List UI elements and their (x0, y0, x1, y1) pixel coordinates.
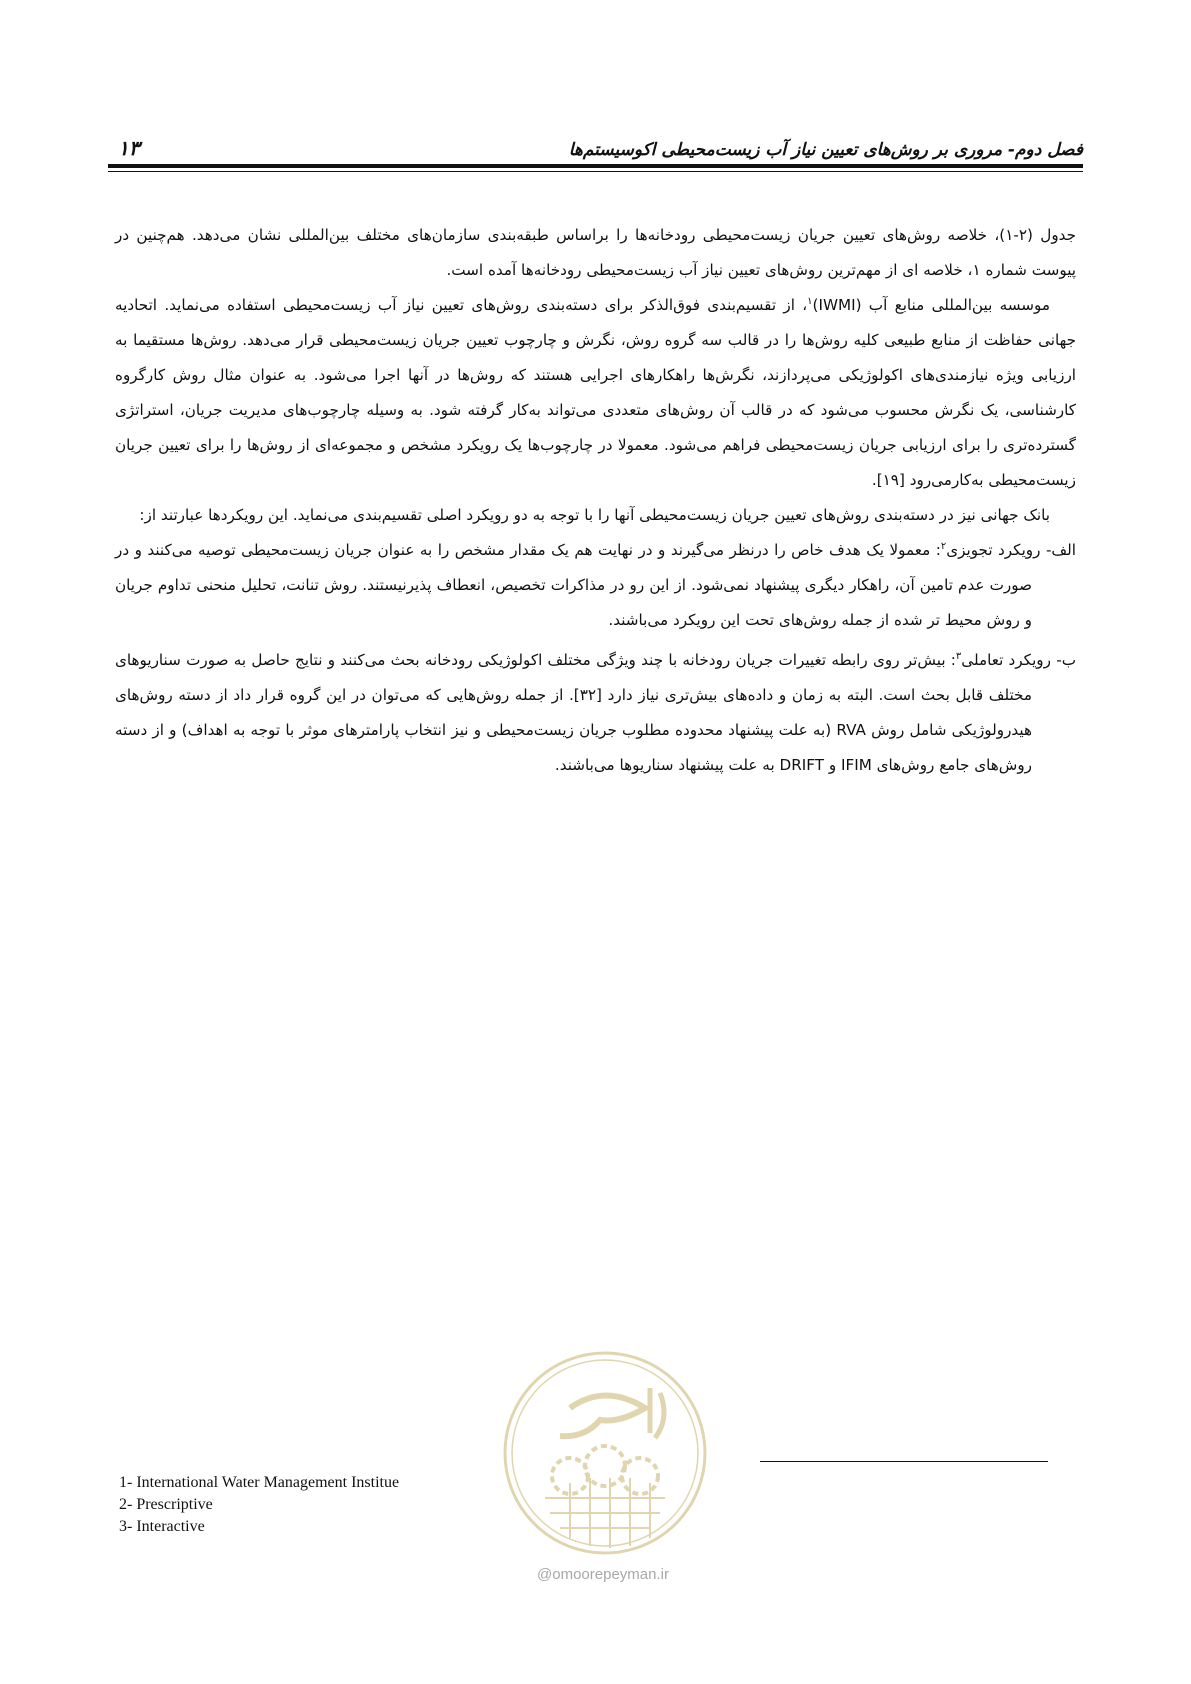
body-text (115, 218, 1076, 783)
footnote-ref-3: ۳ (955, 650, 962, 662)
footnote-2: 2- Prescriptive (119, 1496, 213, 1513)
paragraph-iwmi: موسسه بین‌المللی منابع آب (IWMI)$^۱$، از تقسیم‌بندی فوق‌الذکر برای دسته‌بندی روش‌های تعیین نیاز آب زیست‌محیطی استفاده می‌نماید. اتحادیه جهانی حفاظت از منابع طبیعی کلیه روش‌ها را در قالب سه گروه روش، نگرش و چارچوب تعیین جریان زیست‌محیطی قرار می‌دهد. روش‌ها مستقیما به ارزیابی ویژه نیازمندی‌های اکولوژیکی می‌پردازند، نگرش‌ها راهکارهای اجرایی هستند که روش‌ها در آنها اجرا می‌شود. به عنوان مثال روش کارگروه کارشناسی، یک نگرش محسوب می‌شود که در قالب آن روش‌های متعددی می‌تواند به‌کار گرفته شود. به وسیله چارچوب‌های مدیریت جریان، استراتژی گسترده‌تری را برای ارزیابی جریان زیست‌محیطی فراهم می‌شود. معمولا در چارچوب‌ها یک رویکرد مشخص و مجموعه‌ای از روش‌ها را برای تعیین جریان زیست‌محیطی به‌کارمی‌رود [۱۹]. (115, 295, 1076, 489)
paragraph-world-bank: بانک جهانی نیز در دسته‌بندی روش‌های تعیین جریان زیست‌محیطی آنها را با توجه به دو رویکرد اصلی تقسیم‌بندی می‌نماید. این رویکردها عبارتند از: (139, 506, 1050, 524)
footnote-ref-2: ۲ (940, 540, 947, 552)
chapter-title: فصل دوم- مروری بر روش‌های تعیین نیاز آب زیست‌محیطی اکوسیستم‌ها (568, 140, 1083, 160)
paragraph-table-summary: جدول (۲-۱)، خلاصه روش‌های تعیین جریان زیست‌محیطی رودخانه‌ها را براساس طبقه‌بندی سازمان‌های مختلف بین‌المللی نشان می‌دهد. هم‌چنین در پیوست شماره ۱، خلاصه ای از مهم‌ترین روش‌های تعیین نیاز آب زیست‌محیطی رودخانه‌ها آمده است. (115, 226, 1077, 279)
footnote-ref-1: ۱ (807, 295, 813, 307)
header-rule-thin (108, 171, 1083, 172)
watermark-url: @omoorepeyman.ir (537, 1566, 669, 1583)
header-rule-thick (108, 164, 1083, 168)
page-number: ۱۳ (118, 136, 140, 160)
footnote-separator (760, 1461, 1048, 1462)
watermark-logo (500, 1348, 710, 1558)
footnotes (119, 1472, 399, 1538)
list-item-prescriptive: الف- رویکرد تجویزی$^۲$: معمولا یک هدف خاص را درنظر می‌گیرند و در نهایت هم یک مقدار مشخص را به عنوان جریان زیست‌محیطی توصیه می‌کنند و در صورت عدم تامین آن، راهکار دیگری پیشنهاد نمی‌شود. از این رو در مذاکرات تخصیص، انعطاف پذیرنیستند. روش تنانت، تحلیل منحنی تداوم جریان و روش محیط تر شده از جمله روش‌های تحت این رویکرد می‌باشند. (115, 540, 1076, 629)
page-header (118, 126, 1083, 160)
footnote-3: 3- Interactive (119, 1518, 205, 1535)
list-item-interactive: ب- رویکرد تعاملی$^۳$: بیش‌تر روی رابطه تغییرات جریان رودخانه با چند ویژگی مختلف اکولوژیکی رودخانه بحث می‌کنند و نتایج حاصل به صورت سناریوهای مختلف قابل بحث است. البته به زمان و داده‌های بیش‌تری نیاز دارد [۳۲]. از جمله روش‌هایی که می‌توان در این گروه قرار داد از دسته روش‌های هیدرولوژیکی شامل روش RVA (به علت پیشنهاد محدوده مطلوب جریان زیست‌محیطی و نیز انتخاب پارامترهای موثر با توجه به اهداف) و از دسته روش‌های جامع روش‌های IFIM و DRIFT به علت پیشنهاد سناریوها می‌باشند. (115, 650, 1076, 774)
footnote-1: 1- International Water Management Institue (119, 1474, 400, 1491)
